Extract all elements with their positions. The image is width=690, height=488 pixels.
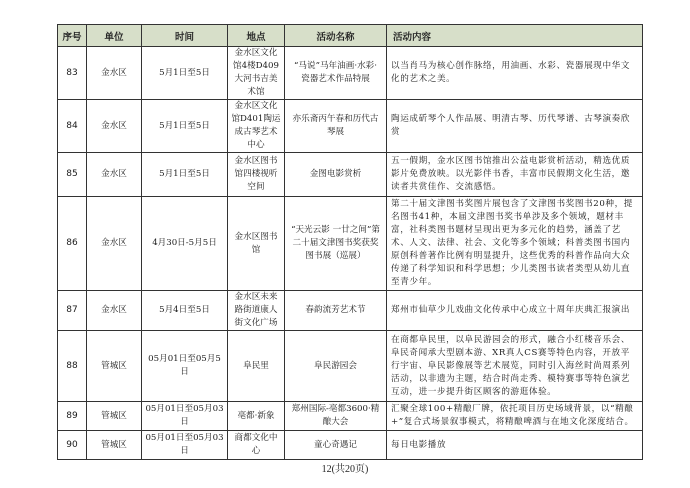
header-place: 地点: [228, 25, 285, 47]
row-activity-name: “天光云影 一廿之间”第二十届文津图书奖获奖图书展（巡展）: [285, 197, 387, 291]
row-no: 83: [58, 47, 87, 100]
row-activity-name: 郑州国际-亳都3600·精酿大会: [285, 402, 387, 431]
row-unit: 金水区: [87, 153, 142, 197]
row-time: 5月1日至5日: [142, 47, 228, 100]
row-activity-name: 童心奇遇记: [285, 431, 387, 460]
row-place: 商都文化中心: [228, 431, 285, 460]
row-activity-content: 五一假期，金水区图书馆推出公益电影赏析活动，精选优质影片免费放映。以光影伴书香，丰富市民假期文化生活，邀读者共赏佳作、交流感悟。: [387, 153, 643, 197]
row-unit: 管城区: [87, 402, 142, 431]
row-time: 05月01日至05月5日: [142, 331, 228, 402]
page-number: 12(共20页): [321, 464, 369, 475]
row-activity-name: 春韵流芳艺术节: [285, 291, 387, 331]
header-content: 活动内容: [387, 25, 643, 47]
row-unit: 金水区: [87, 47, 142, 100]
row-activity-content: 在商都阜民里，以阜民游园会的形式，融合小红楼音乐会、阜民奇闻承大型剧本游、XR真人CS赛等特色内容，开放平行宇宙、阜民影像展等艺术展览，同时引入海丝时尚周系列活动，以非遗为主题，结合时尚走秀、模特赛事等特色演艺互动，进一步提升街区顾客的游逛体验。: [387, 331, 643, 402]
row-no: 88: [58, 331, 87, 402]
row-place: 金水区图书馆: [228, 197, 285, 291]
row-time: 4月30日-5月5日: [142, 197, 228, 291]
row-time: 05月01日至05月03日: [142, 431, 228, 460]
table-row: [58, 291, 643, 331]
row-activity-content: 陶运成斫琴个人作品展、明清古琴、历代琴谱、古琴演奏欣赏: [387, 100, 643, 153]
row-place: 金水区文化馆D401陶运成古琴艺术中心: [228, 100, 285, 153]
header-no: 序号: [58, 25, 87, 47]
row-place: 金水区图书馆四楼视听空间: [228, 153, 285, 197]
activity-table: [57, 24, 643, 460]
row-activity-content: 郑州市仙草少儿戏曲文化传承中心成立十周年庆典汇报演出: [387, 291, 643, 331]
header-name: 活动名称: [285, 25, 387, 47]
row-activity-name: 阜民游园会: [285, 331, 387, 402]
table-row: [58, 197, 643, 291]
row-unit: 金水区: [87, 197, 142, 291]
row-unit: 金水区: [87, 291, 142, 331]
table-row: [58, 402, 643, 431]
header-time: 时间: [142, 25, 228, 47]
row-activity-name: 亦乐斋丙午春和历代古琴展: [285, 100, 387, 153]
row-no: 84: [58, 100, 87, 153]
row-activity-name: “马说”马年油画·水彩·瓷器艺术作品特展: [285, 47, 387, 100]
row-activity-content: 第二十届文津图书奖图片展包含了文津图书奖图书20种，提名图书41种，本届文津图书奖书单涉及多个领域，题材丰富，社科类图书题材呈现出更为多元化的趋势，涵盖了艺术、人文、法律、社会、文化等多个领域；科普类图书国内原创科普著作比例有明显提升，这些优秀的科普作品向大众传递了科学知识和科学思想；少儿类图书读者类型从幼儿直至青少年。: [387, 197, 643, 291]
row-place: 亳都·新象: [228, 402, 285, 431]
row-place: 金水区未来路街道康人街文化广场: [228, 291, 285, 331]
row-no: 87: [58, 291, 87, 331]
row-unit: 管城区: [87, 431, 142, 460]
header-unit: 单位: [87, 25, 142, 47]
row-time: 5月1日至5日: [142, 100, 228, 153]
row-no: 86: [58, 197, 87, 291]
row-place: 阜民里: [228, 331, 285, 402]
row-time: 5月4日至5日: [142, 291, 228, 331]
row-time: 5月1日至5日: [142, 153, 228, 197]
table-row: [58, 331, 643, 402]
row-unit: 金水区: [87, 100, 142, 153]
table-row: [58, 431, 643, 460]
row-activity-content: 汇聚全球100+精酿厂牌，依托项目历史场域背景，以“精酿+”复合式场景叙事模式，将精酿啤酒与在地文化深度结合。: [387, 402, 643, 431]
row-no: 89: [58, 402, 87, 431]
row-unit: 管城区: [87, 331, 142, 402]
table-header-row: [58, 25, 643, 47]
row-no: 85: [58, 153, 87, 197]
row-place: 金水区文化馆4楼D409大河书吉美术馆: [228, 47, 285, 100]
row-no: 90: [58, 431, 87, 460]
table-row: [58, 47, 643, 100]
table-row: [58, 153, 643, 197]
row-activity-content: 以当肖马为核心创作脉络，用油画、水彩、瓷器展现中华文化的艺术之美。: [387, 47, 643, 100]
row-activity-content: 每日电影播放: [387, 431, 643, 460]
row-activity-name: 金图电影赏析: [285, 153, 387, 197]
row-time: 05月01日至05月03日: [142, 402, 228, 431]
table-row: [58, 100, 643, 153]
